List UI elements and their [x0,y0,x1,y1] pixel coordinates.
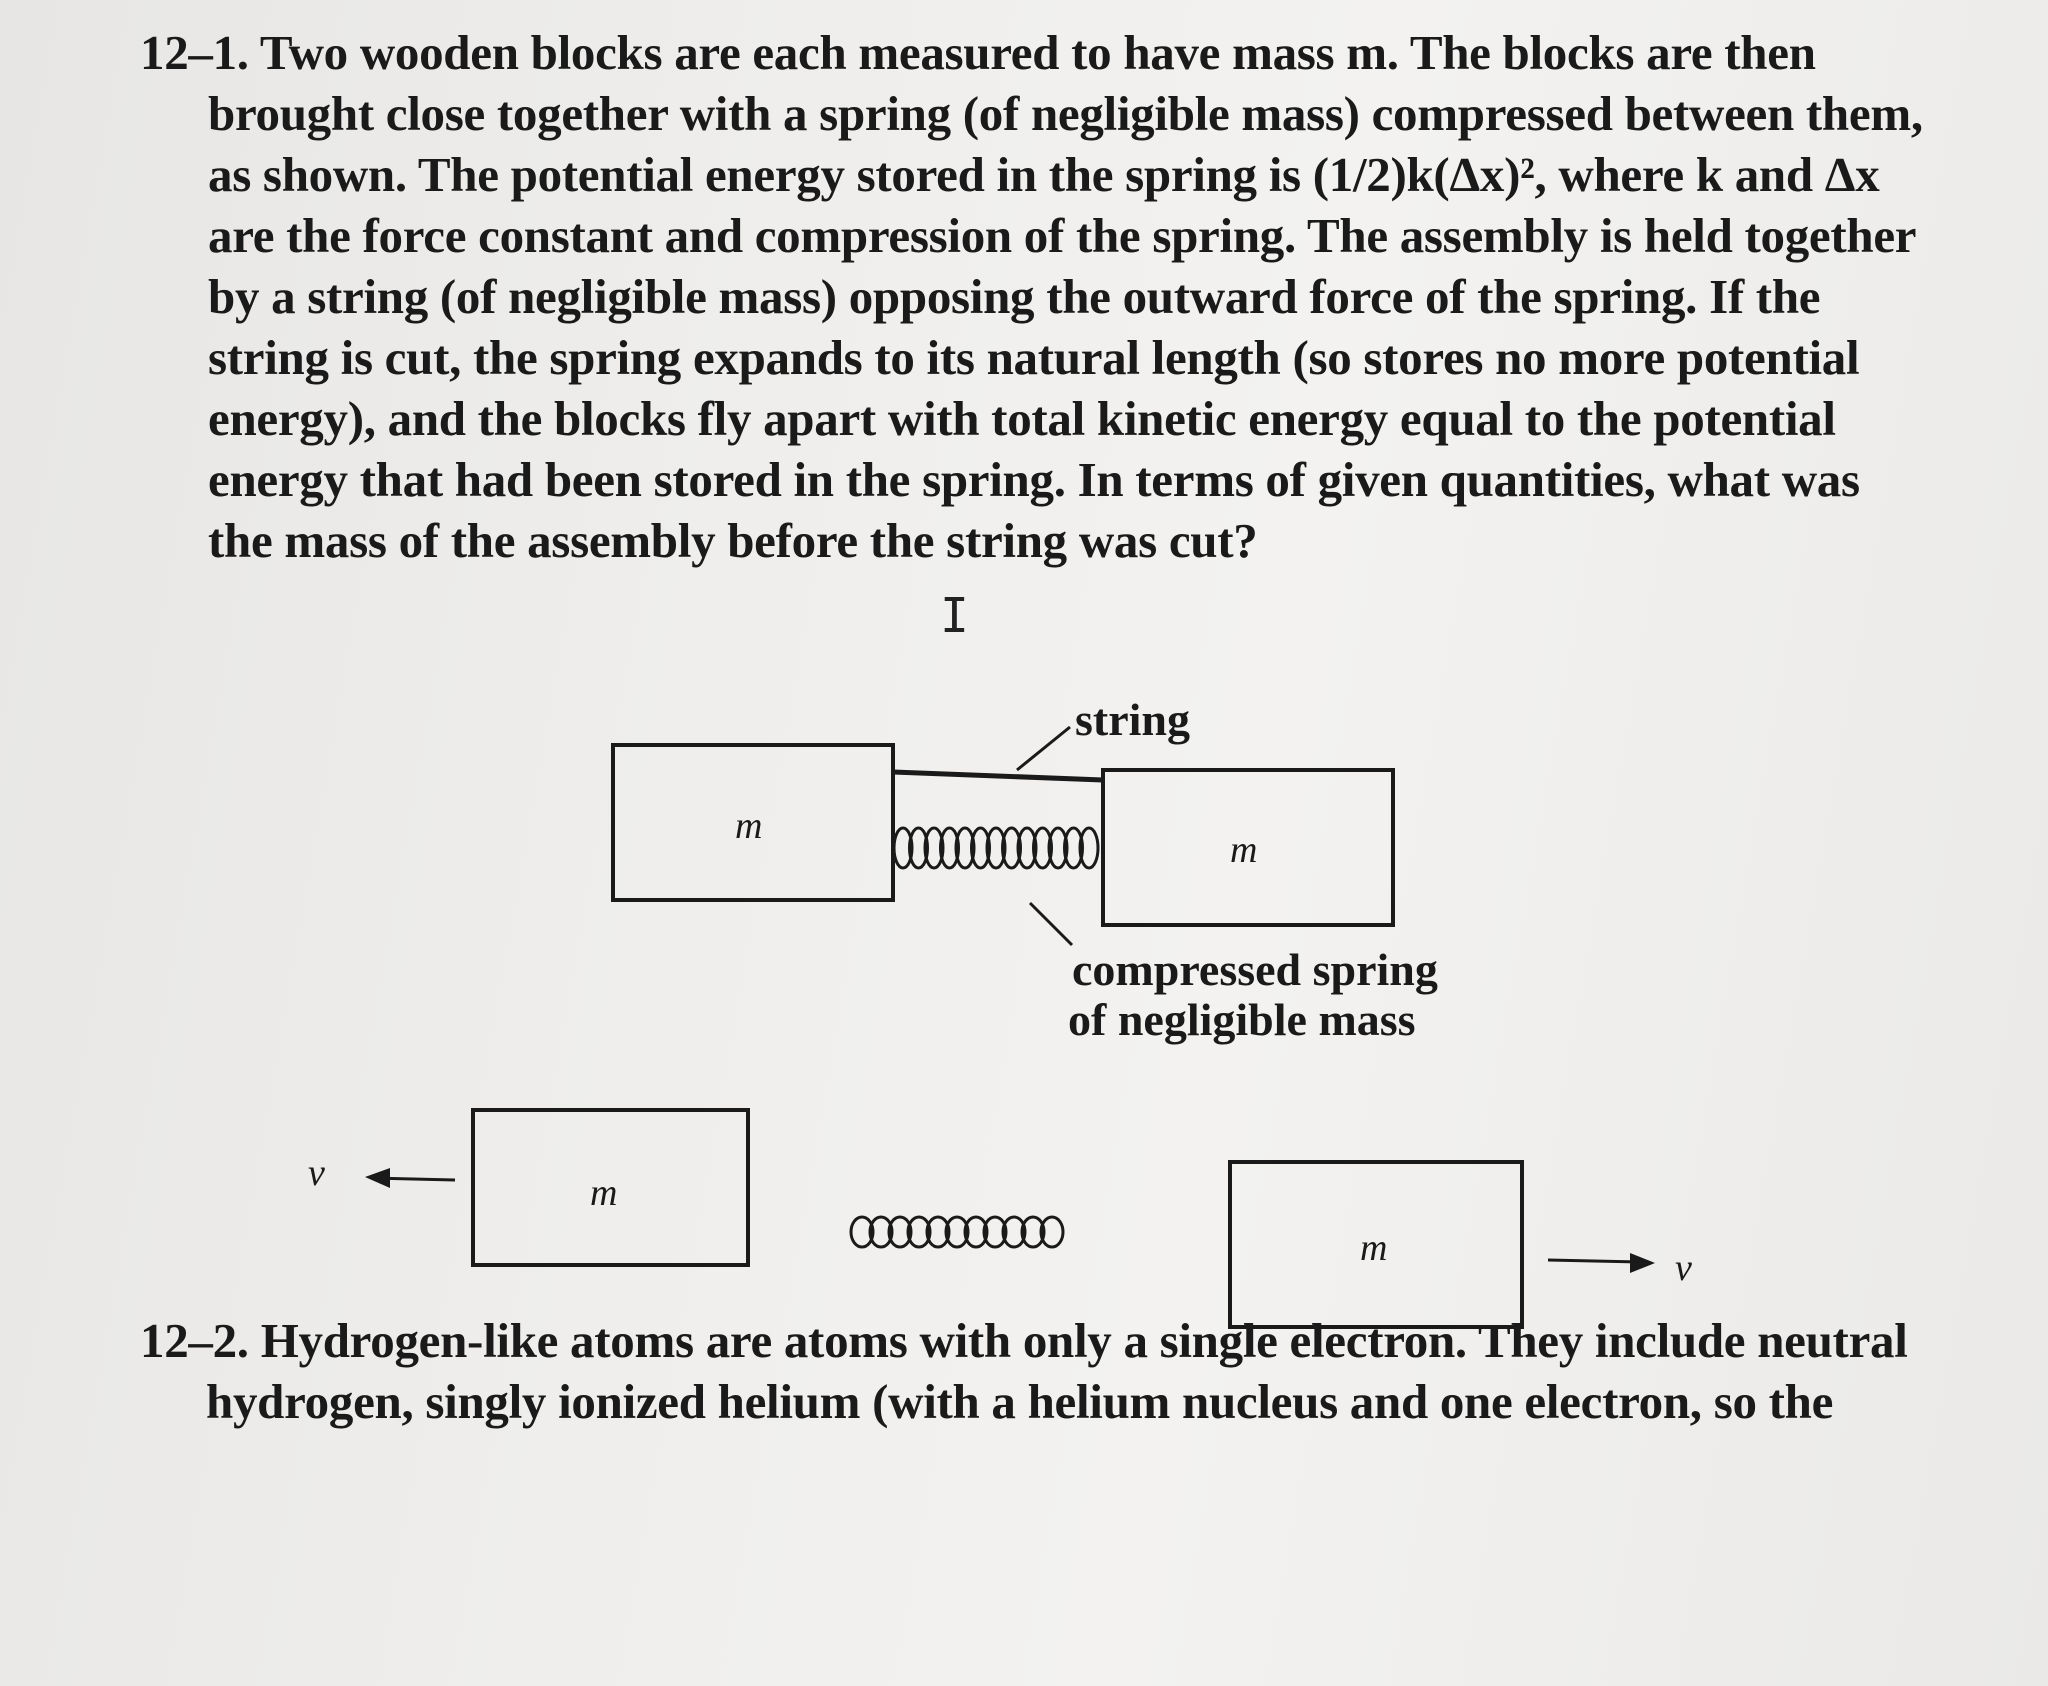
problem-line: energy that had been stored in the spring. In terms of given quantities, what was [208,452,1860,507]
mass-label: m [1230,829,1258,871]
compressed-spring [894,828,1098,868]
spring-label-line1: compressed spring [1072,944,1438,995]
problem-line: hydrogen, singly ionized helium (with a helium nucleus and one electron, so the [206,1374,1834,1429]
problem-number: 12–2. [140,1313,249,1368]
mass-label: m [735,805,763,847]
problem-line: the mass of the assembly before the string was cut? [208,513,1258,568]
problem-line: brought close together with a spring (of negligible mass) compressed between them, [208,86,1923,141]
arrow-right-shaft [1548,1260,1640,1262]
problem-12-2 [140,1310,1908,1432]
string-pointer [1017,727,1070,770]
velocity-label-left: v [308,1152,325,1194]
problem-line: energy), and the blocks fly apart with total kinetic energy equal to the potential [208,391,1836,446]
arrow-left-head-icon [365,1168,390,1188]
string-line [893,772,1103,780]
arrow-right-head-icon [1630,1253,1655,1273]
problem-line: 12–1. Two wooden blocks are each measured to have mass m. The blocks are then [140,25,1816,80]
problem-line: 12–2. Hydrogen-like atoms are atoms with only a single electron. They include neutral [140,1313,1908,1368]
mass-label: m [590,1172,618,1214]
problem-line: are the force constant and compression of the spring. The assembly is held together [208,208,1917,263]
spring-pointer [1030,903,1072,945]
problem-line: as shown. The potential energy stored in the spring is (1/2)k(Δx)², where k and Δx [208,147,1880,202]
problem-line: by a string (of negligible mass) opposing the outward force of the spring. If the [208,269,1821,324]
mass-label: m [1360,1227,1388,1269]
text-cursor-icon: I [940,588,969,644]
velocity-label-right: v [1675,1247,1692,1289]
problem-line: string is cut, the spring expands to its natural length (so stores no more potential [208,330,1860,385]
string-label: string [1075,694,1190,745]
relaxed-spring [851,1217,1063,1247]
problem-number: 12–1. [140,25,249,80]
spring-label-line2: of negligible mass [1068,994,1416,1045]
